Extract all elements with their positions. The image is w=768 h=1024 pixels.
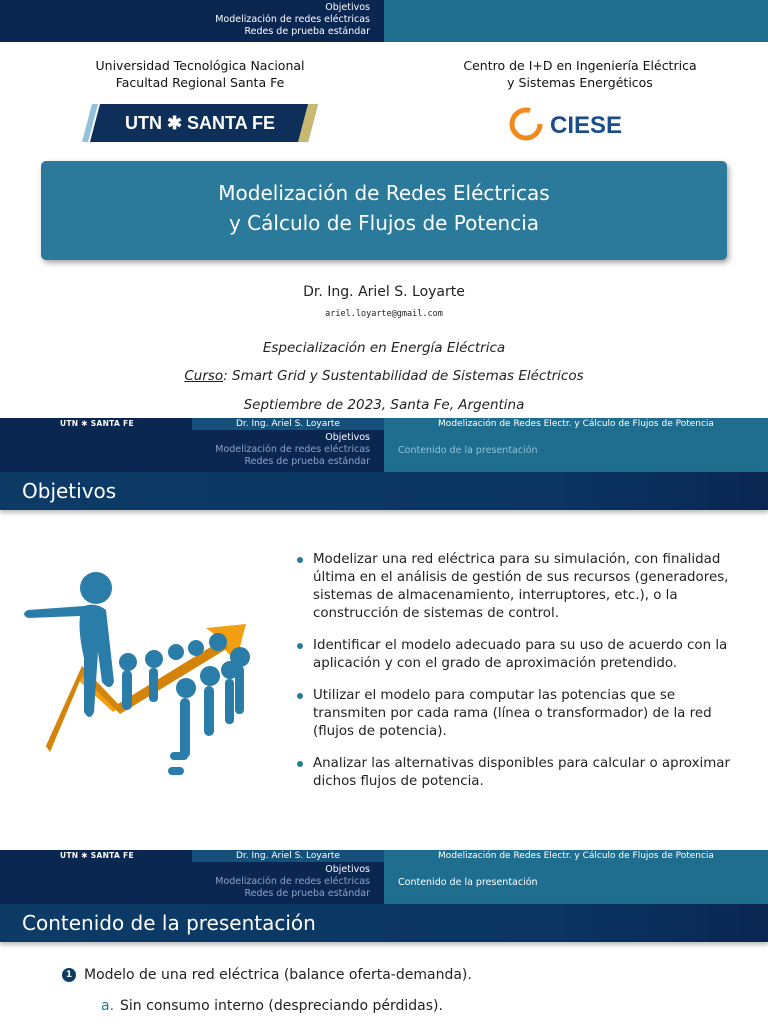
utn-logo-text: UTN ✱ SANTA FE bbox=[124, 113, 276, 133]
footer-institution: UTN ✱ SANTA FE bbox=[0, 418, 192, 430]
content-item-1 bbox=[62, 966, 472, 984]
nav-section-objetivos[interactable]: Objetivos bbox=[325, 432, 370, 443]
program-name: Especialización en Energía Eléctrica bbox=[262, 340, 506, 356]
utn-santa-fe-logo bbox=[82, 104, 318, 142]
content-item-1-text: Modelo de una red eléctrica (balance oferta-demanda). bbox=[84, 967, 472, 983]
center-name-2: y Sistemas Energéticos bbox=[507, 75, 653, 90]
slide3-nav-header bbox=[0, 862, 768, 904]
subitem-label: a. bbox=[101, 998, 115, 1014]
nav-section-redes[interactable]: Redes de prueba estándar bbox=[244, 456, 370, 467]
left-institution bbox=[60, 57, 340, 91]
bullet-dot-icon bbox=[297, 557, 303, 563]
nav-subsection-panel bbox=[384, 430, 768, 472]
footer-infoline bbox=[0, 418, 768, 430]
footer-institution: UTN ✱ SANTA FE bbox=[0, 850, 192, 862]
bullet-dot-icon bbox=[297, 693, 303, 699]
footer-author: Dr. Ing. Ariel S. Loyarte bbox=[192, 418, 384, 430]
author-email[interactable]: ariel.loyarte@gmail.com bbox=[325, 309, 443, 319]
enum-number-badge: 1 bbox=[62, 968, 76, 982]
list-item: Modelizar una red eléctrica para su simulación, con finalidad última en el análisis de gestión de sus recursos (generadores, sistemas de almacenamiento, interruptores, etc.), o la construcción de sistemas de control. bbox=[296, 551, 746, 623]
nav-section-modelizacion[interactable]: Modelización de redes eléctricas bbox=[215, 876, 370, 887]
footer-author: Dr. Ing. Ariel S. Loyarte bbox=[192, 850, 384, 862]
nav-subsection-panel bbox=[384, 0, 768, 42]
content-subitem-a-text: Sin consumo interno (despreciando pérdidas). bbox=[120, 998, 443, 1014]
nav-section-redes[interactable]: Redes de prueba estándar bbox=[244, 26, 370, 37]
faculty-name: Facultad Regional Santa Fe bbox=[115, 75, 285, 90]
nav-subsection-contenido[interactable]: Contenido de la presentación bbox=[398, 445, 538, 456]
footer-short-title: Modelización de Redes Electr. y Cálculo de Flujos de Potencia bbox=[384, 418, 768, 430]
date-place: Septiembre de 2023, Santa Fe, Argentina bbox=[243, 397, 525, 413]
people-arrow-illustration bbox=[18, 562, 268, 788]
bullet-dot-icon bbox=[297, 761, 303, 767]
university-name: Universidad Tecnológica Nacional bbox=[95, 58, 305, 73]
list-item: Utilizar el modelo para computar las potencias que se transmiten por cada rama (línea o transformador) de la red (flujos de potencia). bbox=[296, 687, 746, 741]
right-institution bbox=[420, 57, 740, 91]
top-nav-header bbox=[0, 0, 768, 42]
nav-subsection-contenido[interactable]: Contenido de la presentación bbox=[398, 877, 538, 888]
course-name: : Smart Grid y Sustentabilidad de Sistemas Eléctricos bbox=[223, 368, 584, 384]
ciese-logo-text: CIESE bbox=[550, 112, 623, 139]
course-label: Curso bbox=[184, 368, 224, 384]
author-name: Dr. Ing. Ariel S. Loyarte bbox=[303, 284, 465, 300]
title-line-1: Modelización de Redes Eléctricas bbox=[218, 181, 550, 205]
course-line bbox=[0, 368, 768, 384]
footer-infoline bbox=[0, 850, 768, 862]
nav-sections bbox=[0, 862, 384, 904]
frame-title-objetivos: Objetivos bbox=[0, 472, 768, 510]
list-item: Identificar el modelo adecuado para su uso de acuerdo con la aplicación y con el grado de aproximación pretendido. bbox=[296, 637, 746, 673]
footer-short-title: Modelización de Redes Electr. y Cálculo de Flujos de Potencia bbox=[384, 850, 768, 862]
presentation-title-box bbox=[41, 161, 727, 260]
objectives-list bbox=[296, 551, 746, 805]
nav-section-modelizacion[interactable]: Modelización de redes eléctricas bbox=[215, 444, 370, 455]
nav-section-objetivos[interactable]: Objetivos bbox=[325, 864, 370, 875]
nav-section-modelizacion[interactable]: Modelización de redes eléctricas bbox=[215, 14, 370, 25]
nav-sections bbox=[0, 0, 384, 42]
list-item: Analizar las alternativas disponibles para calcular o aproximar dichos flujos de potencia. bbox=[296, 755, 746, 791]
slide2-nav-header bbox=[0, 430, 768, 472]
nav-subsection-panel bbox=[384, 862, 768, 904]
frame-title-contenido: Contenido de la presentación bbox=[0, 904, 768, 942]
nav-section-redes[interactable]: Redes de prueba estándar bbox=[244, 888, 370, 899]
bullet-dot-icon bbox=[297, 643, 303, 649]
nav-sections bbox=[0, 430, 384, 472]
ciese-logo bbox=[506, 104, 646, 144]
content-subitem-a bbox=[101, 997, 443, 1015]
center-name: Centro de I+D en Ingeniería Eléctrica bbox=[463, 58, 697, 73]
title-line-2: y Cálculo de Flujos de Potencia bbox=[228, 211, 540, 235]
nav-section-objetivos[interactable]: Objetivos bbox=[325, 2, 370, 13]
